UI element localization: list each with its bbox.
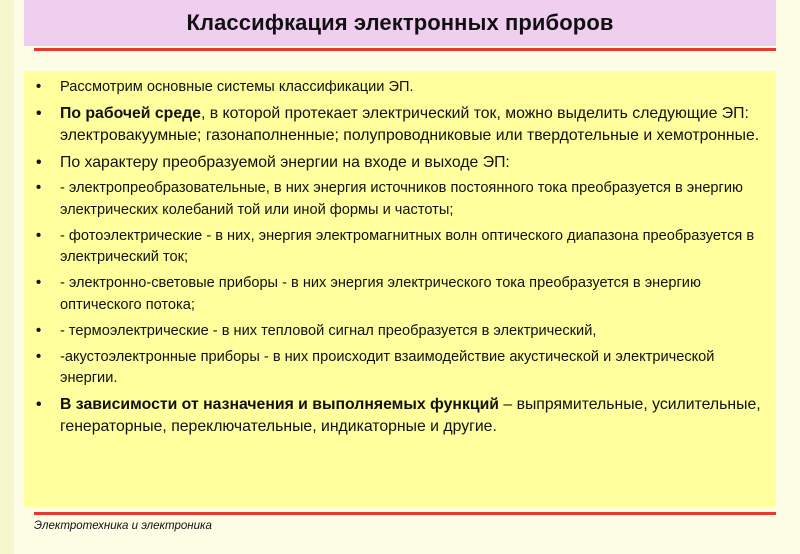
bullet-icon: • bbox=[36, 79, 42, 95]
bullet-item-energy-type bbox=[36, 152, 766, 174]
bullet-icon: • bbox=[36, 105, 42, 122]
bullet-text: - термоэлектрические - в них тепловой сигнал преобразуется в электрический, bbox=[60, 322, 597, 339]
bullet-icon: • bbox=[36, 180, 42, 196]
footer-divider bbox=[34, 512, 776, 515]
content-panel bbox=[24, 71, 776, 507]
bullet-icon: • bbox=[36, 153, 42, 171]
bullet-item-electron-light bbox=[36, 273, 766, 316]
bullet-icon: • bbox=[36, 322, 42, 339]
bullet-text: - электропреобразовательные, в них энергия источников постоянного тока преобразуется в энергию электрических колебаний той или иной формы и частоты; bbox=[60, 180, 743, 218]
left-decorative-stripe bbox=[0, 0, 14, 554]
bullet-text: - фотоэлектрические - в них, энергия электромагнитных волн оптического диапазона преобразуется в электрический ток; bbox=[60, 227, 755, 265]
bullet-item-photoelectric bbox=[36, 226, 766, 269]
bullet-icon: • bbox=[36, 227, 42, 244]
bullet-item-working-medium bbox=[36, 103, 766, 147]
bullet-lead: В зависимости от назначения и выполняемых функций bbox=[60, 396, 499, 413]
bullet-text: – выпрямительные, усилительные, генераторные, переключательные, индикаторные и другие. bbox=[60, 396, 761, 435]
bullet-text: на входе и выходе ЭП: bbox=[337, 153, 510, 171]
bullet-lead: По характеру преобразуемой энергии bbox=[60, 153, 338, 171]
bullet-item-electroconversion bbox=[36, 178, 766, 221]
bullet-text: - электронно-световые приборы - в них энергия электрического тока преобразуется в энергию оптического потока; bbox=[60, 275, 701, 313]
bullet-item-thermoelectric bbox=[36, 321, 766, 343]
bullet-item-purpose bbox=[36, 394, 766, 438]
bullet-text: , в которой протекает электрический ток, можно выделить следующие ЭП: электровакуумные; газонаполненные; полупроводниковые или твердотельные и хемотронные. bbox=[60, 105, 760, 144]
title-divider bbox=[34, 48, 776, 51]
bullet-list bbox=[36, 77, 766, 438]
bullet-item-intro bbox=[36, 77, 766, 99]
bullet-icon: • bbox=[36, 275, 42, 291]
bullet-icon: • bbox=[36, 348, 42, 365]
slide-title: Классифкация электронных приборов bbox=[186, 10, 614, 35]
bullet-text: Рассмотрим основные системы классификации ЭП. bbox=[60, 79, 414, 95]
bullet-icon: • bbox=[36, 396, 42, 413]
title-banner bbox=[24, 0, 776, 46]
bullet-text: -акустоэлектронные приборы - в них происходит взаимодействие акустической и электрической энергии. bbox=[60, 348, 715, 386]
footer-course-name: Электротехника и электроника bbox=[34, 520, 212, 532]
bullet-lead: По рабочей среде bbox=[60, 105, 201, 122]
bullet-item-acoustoelectronic bbox=[36, 347, 766, 390]
